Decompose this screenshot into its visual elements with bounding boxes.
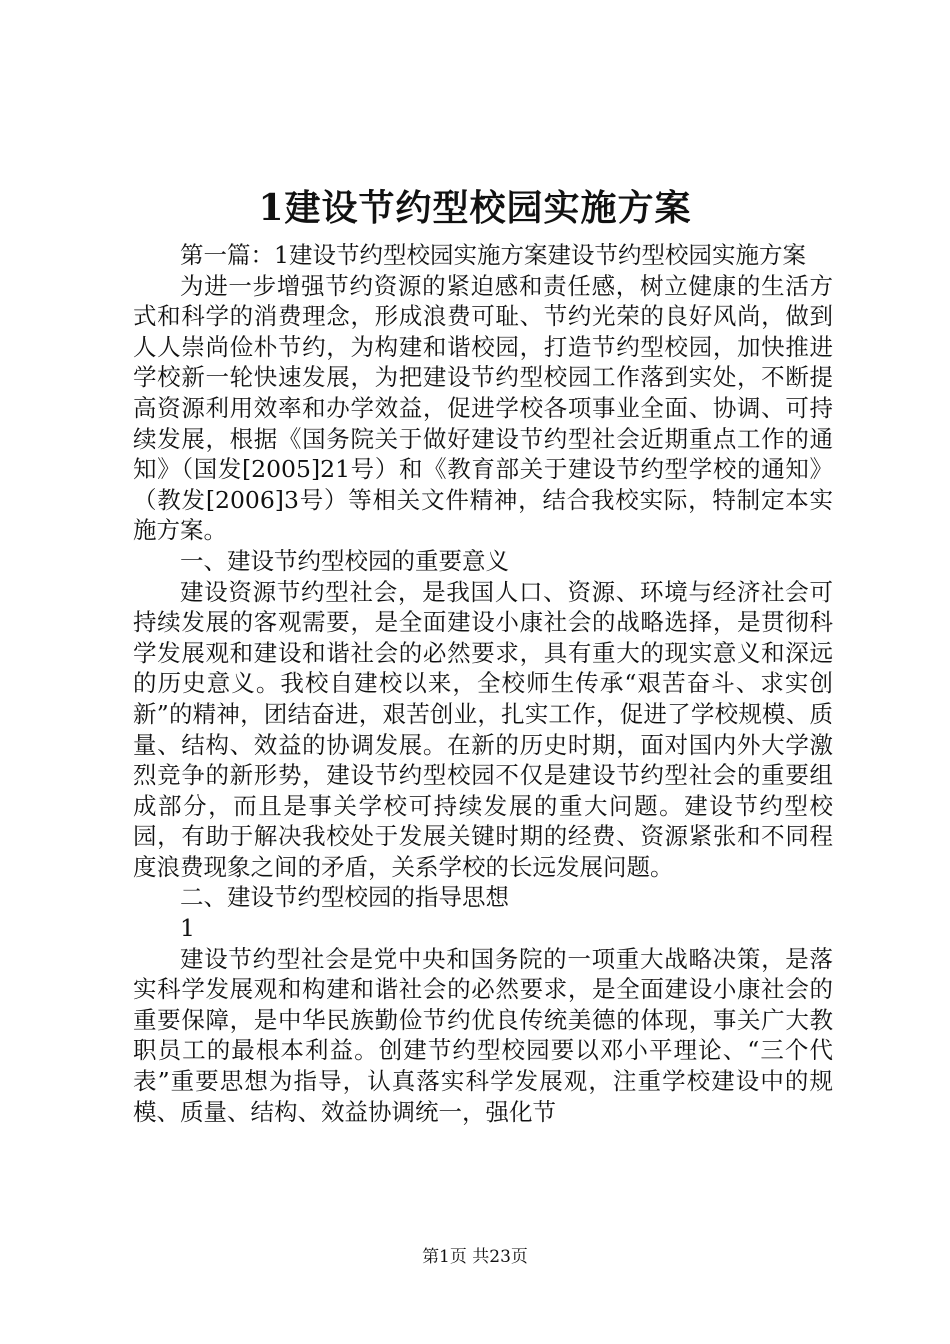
section-heading-1: 一、建设节约型校园的重要意义 (180, 546, 509, 575)
section-heading-2: 二、建设节约型校园的指导思想 (180, 883, 509, 912)
inline-page-number: 1 (180, 914, 195, 943)
paragraph-significance: 建设资源节约型社会，是我国人口、资源、环境与经济社会可持续发展的客观需要，是全面建设小康社会的战略选择，是贯彻科学发展观和建设和谐社会的必然要求，具有重大的现实意义和深远的历史意义。我校自建校以来，全校师生传承“艰苦奋斗、求实创新”的精神，团结奋进，艰苦创业，扎实工作，促进了学校规模、质量、结构、效益的协调发展。在新的历史时期，面对国内外大学激烈竞争的新形势，建设节约型校园不仅是建设节约型社会的重要组成部分，而且是事关学校可持续发展的重大问题。建设节约型校园，有助于解决我校处于发展关键时期的经费、资源紧张和不同程度浪费现象之间的矛盾，关系学校的长远发展问题。 (133, 577, 833, 881)
document-body (133, 240, 833, 1127)
paragraph-heading-first: 第一篇：1建设节约型校园实施方案建设节约型校园实施方案 (180, 241, 806, 269)
paragraph-intro: 为进一步增强节约资源的紧迫感和责任感，树立健康的生活方式和科学的消费理念，形成浪费可耻、节约光荣的良好风尚，做到人人崇尚俭朴节约，为构建和谐校园，打造节约型校园，加快推进学校新一轮快速发展，为把建设节约型校园工作落到实处，不断提高资源利用效率和办学效益，促进学校各项事业全面、协调、可持续发展，根据《国务院关于做好建设节约型社会近期重点工作的通知》（国发[2005]21号）和《教育部关于建设节约型学校的通知》（教发[2006]3号）等相关文件精神，结合我校实际，特制定本实施方案。 (133, 271, 833, 545)
page-footer: 第1页 共23页 (422, 1247, 528, 1267)
paragraph-guiding-thought: 建设节约型社会是党中央和国务院的一项重大战略决策，是落实科学发展观和构建和谐社会的必然要求，是全面建设小康社会的重要保障，是中华民族勤俭节约优良传统美德的体现，事关广大教职员工的最根本利益。创建节约型校园要以邓小平理论、“三个代表”重要思想为指导，认真落实科学发展观，注重学校建设中的规模、质量、结构、效益协调统一，强化节 (133, 944, 833, 1126)
document-title: 1建设节约型校园实施方案 (258, 187, 692, 229)
